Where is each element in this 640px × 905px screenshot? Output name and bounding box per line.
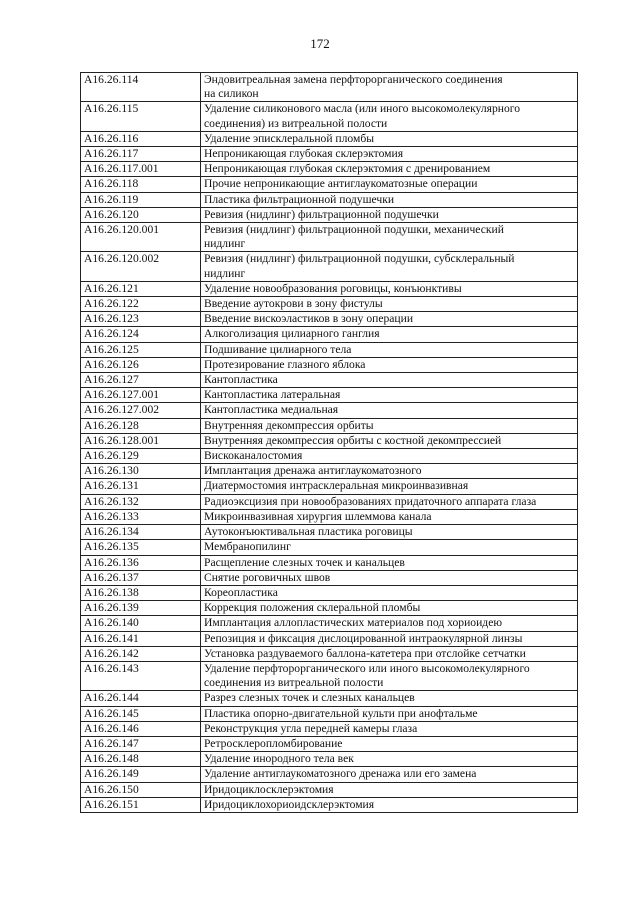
table-row bbox=[81, 570, 578, 585]
table-row bbox=[81, 131, 578, 146]
procedure-code: A16.26.144 bbox=[81, 691, 201, 706]
table-row bbox=[81, 162, 578, 177]
procedure-description bbox=[201, 177, 578, 192]
description-line: Ретросклеропломбирование bbox=[204, 736, 343, 750]
description-line: Пластика опорно-двигательной культи при анофтальме bbox=[204, 706, 478, 720]
table-row bbox=[81, 342, 578, 357]
description-line: Протезирование глазного яблока bbox=[204, 357, 366, 371]
procedure-description bbox=[201, 479, 578, 494]
procedure-code: A16.26.125 bbox=[81, 342, 201, 357]
table-row bbox=[81, 706, 578, 721]
procedure-description bbox=[201, 509, 578, 524]
procedure-code: A16.26.128 bbox=[81, 418, 201, 433]
description-line: Кантопластика медиальная bbox=[204, 403, 339, 417]
procedure-description bbox=[201, 555, 578, 570]
procedure-code: A16.26.124 bbox=[81, 327, 201, 342]
description-line: Имплантация дренажа антиглаукоматозного bbox=[204, 464, 422, 478]
procedure-code: A16.26.146 bbox=[81, 721, 201, 736]
procedure-code: A16.26.150 bbox=[81, 782, 201, 797]
procedure-description bbox=[201, 585, 578, 600]
description-line: Удаление новообразования роговицы, конъюнктивы bbox=[204, 281, 462, 295]
description-line: Кантопластика латеральная bbox=[204, 388, 341, 402]
description-line: соединения) из витреальной полости bbox=[204, 116, 388, 130]
procedure-code: A16.26.116 bbox=[81, 131, 201, 146]
procedure-description bbox=[201, 73, 578, 102]
table-row bbox=[81, 616, 578, 631]
procedure-codes-table bbox=[80, 72, 578, 813]
procedure-code: A16.26.119 bbox=[81, 192, 201, 207]
procedure-description bbox=[201, 797, 578, 812]
procedure-description bbox=[201, 281, 578, 296]
procedure-description bbox=[201, 403, 578, 418]
table-row bbox=[81, 797, 578, 812]
procedure-description bbox=[201, 418, 578, 433]
procedure-code: A16.26.138 bbox=[81, 585, 201, 600]
procedure-code: A16.26.132 bbox=[81, 494, 201, 509]
procedure-description bbox=[201, 162, 578, 177]
description-line: Удаление перфторорганического или иного высокомолекулярного bbox=[204, 661, 530, 675]
procedure-code: A16.26.128.001 bbox=[81, 433, 201, 448]
table-row bbox=[81, 736, 578, 751]
procedure-description bbox=[201, 706, 578, 721]
procedure-description bbox=[201, 131, 578, 146]
table-row bbox=[81, 767, 578, 782]
table-row bbox=[81, 147, 578, 162]
description-line: Ревизия (нидлинг) фильтрационной подушки, механический bbox=[204, 223, 504, 237]
procedure-description bbox=[201, 691, 578, 706]
table-row bbox=[81, 494, 578, 509]
procedure-code: A16.26.143 bbox=[81, 661, 201, 690]
table-row bbox=[81, 782, 578, 797]
procedure-description bbox=[201, 464, 578, 479]
description-line: Иридоциклосклерэктомия bbox=[204, 782, 334, 796]
description-line: Удаление инородного тела век bbox=[204, 752, 354, 766]
table-row bbox=[81, 403, 578, 418]
table-row bbox=[81, 207, 578, 222]
description-line: Ревизия (нидлинг) фильтрационной подушки, субсклеральный bbox=[204, 252, 515, 266]
procedure-code: A16.26.123 bbox=[81, 312, 201, 327]
table-row bbox=[81, 433, 578, 448]
description-line: Кореопластика bbox=[204, 585, 278, 599]
procedure-code: A16.26.114 bbox=[81, 73, 201, 102]
description-line: нидлинг bbox=[204, 237, 246, 251]
procedure-description bbox=[201, 192, 578, 207]
description-line: Иридоциклохориоидсклерэктомия bbox=[204, 797, 375, 811]
table-row bbox=[81, 192, 578, 207]
procedure-description bbox=[201, 252, 578, 281]
description-line: Снятие роговичных швов bbox=[204, 570, 331, 584]
procedure-code: A16.26.133 bbox=[81, 509, 201, 524]
description-line: на силикон bbox=[204, 87, 259, 101]
description-line: Непроникающая глубокая склерэктомия с дренированием bbox=[204, 162, 491, 176]
procedure-code: A16.26.131 bbox=[81, 479, 201, 494]
description-line: Мембранопилинг bbox=[204, 540, 291, 554]
description-line: Аутоконъюктивальная пластика роговицы bbox=[204, 525, 413, 539]
description-line: Имплантация аллопластических материалов под хориоидею bbox=[204, 616, 503, 630]
procedure-description bbox=[201, 297, 578, 312]
table-row bbox=[81, 281, 578, 296]
description-line: Удаление эписклеральной пломбы bbox=[204, 131, 375, 145]
description-line: Эндовитреальная замена перфторорганического соединения bbox=[204, 73, 503, 86]
procedure-code: A16.26.145 bbox=[81, 706, 201, 721]
table-row bbox=[81, 555, 578, 570]
procedure-description bbox=[201, 342, 578, 357]
description-line: Удаление силиконового масла (или иного высокомолекулярного bbox=[204, 102, 521, 116]
procedure-description bbox=[201, 449, 578, 464]
procedure-code: A16.26.120 bbox=[81, 207, 201, 222]
description-line: Диатермостомия интрасклеральная микроинвазивная bbox=[204, 479, 469, 493]
description-line: Реконструкция угла передней камеры глаза bbox=[204, 721, 418, 735]
procedure-code: A16.26.139 bbox=[81, 601, 201, 616]
procedure-description bbox=[201, 570, 578, 585]
procedure-code: A16.26.130 bbox=[81, 464, 201, 479]
description-line: Введение вискоэластиков в зону операции bbox=[204, 312, 414, 326]
procedure-description bbox=[201, 312, 578, 327]
procedure-code: A16.26.115 bbox=[81, 102, 201, 131]
procedure-code: A16.26.134 bbox=[81, 525, 201, 540]
description-line: Вискоканалостомия bbox=[204, 449, 303, 463]
procedure-description bbox=[201, 631, 578, 646]
table-row bbox=[81, 102, 578, 131]
table-row bbox=[81, 464, 578, 479]
procedure-description bbox=[201, 646, 578, 661]
procedure-code: A16.26.148 bbox=[81, 752, 201, 767]
description-line: Ревизия (нидлинг) фильтрационной подушечки bbox=[204, 207, 439, 221]
description-line: соединения из витреальной полости bbox=[204, 676, 384, 690]
description-line: Удаление антиглаукоматозного дренажа или его замена bbox=[204, 767, 477, 781]
table-row bbox=[81, 540, 578, 555]
table-row bbox=[81, 646, 578, 661]
table-row bbox=[81, 252, 578, 281]
table-row bbox=[81, 525, 578, 540]
procedure-description bbox=[201, 540, 578, 555]
table-row bbox=[81, 631, 578, 646]
procedure-code: A16.26.126 bbox=[81, 357, 201, 372]
procedure-code: A16.26.117 bbox=[81, 147, 201, 162]
procedure-code: A16.26.127.001 bbox=[81, 388, 201, 403]
description-line: нидлинг bbox=[204, 266, 246, 280]
procedure-code: A16.26.129 bbox=[81, 449, 201, 464]
table-row bbox=[81, 661, 578, 690]
procedure-description bbox=[201, 616, 578, 631]
procedure-description bbox=[201, 102, 578, 131]
procedure-description bbox=[201, 721, 578, 736]
description-line: Микроинвазивная хирургия шлеммова канала bbox=[204, 509, 432, 523]
procedure-description bbox=[201, 494, 578, 509]
procedure-code: A16.26.142 bbox=[81, 646, 201, 661]
table-row bbox=[81, 479, 578, 494]
table-row bbox=[81, 373, 578, 388]
procedure-code: A16.26.147 bbox=[81, 736, 201, 751]
description-line: Расщепление слезных точек и канальцев bbox=[204, 555, 405, 569]
table-row bbox=[81, 721, 578, 736]
procedure-code: A16.26.127 bbox=[81, 373, 201, 388]
procedure-code: A16.26.149 bbox=[81, 767, 201, 782]
description-line: Установка раздуваемого баллона-катетера при отслойке сетчатки bbox=[204, 646, 526, 660]
procedure-code: A16.26.118 bbox=[81, 177, 201, 192]
description-line: Внутренняя декомпрессия орбиты bbox=[204, 418, 374, 432]
table-row bbox=[81, 223, 578, 252]
procedure-code: A16.26.120.001 bbox=[81, 223, 201, 252]
description-line: Коррекция положения склеральной пломбы bbox=[204, 601, 421, 615]
procedure-code: A16.26.120.002 bbox=[81, 252, 201, 281]
procedure-code: A16.26.117.001 bbox=[81, 162, 201, 177]
procedure-description bbox=[201, 373, 578, 388]
description-line: Радиоэксцизия при новообразованиях придаточного аппарата глаза bbox=[204, 494, 537, 508]
procedure-description bbox=[201, 207, 578, 222]
procedure-code: A16.26.141 bbox=[81, 631, 201, 646]
table-row bbox=[81, 585, 578, 600]
table-row bbox=[81, 73, 578, 102]
procedure-description bbox=[201, 752, 578, 767]
table-row bbox=[81, 357, 578, 372]
procedure-code: A16.26.135 bbox=[81, 540, 201, 555]
description-line: Подшивание цилиарного тела bbox=[204, 342, 352, 356]
procedure-code: A16.26.136 bbox=[81, 555, 201, 570]
description-line: Прочие непроникающие антиглаукоматозные операции bbox=[204, 177, 478, 191]
procedure-code: A16.26.121 bbox=[81, 281, 201, 296]
description-line: Введение аутокрови в зону фистулы bbox=[204, 297, 383, 311]
description-line: Непроникающая глубокая склерэктомия bbox=[204, 147, 404, 161]
procedure-description bbox=[201, 767, 578, 782]
table-row bbox=[81, 297, 578, 312]
procedure-code: A16.26.137 bbox=[81, 570, 201, 585]
table-body bbox=[81, 73, 578, 813]
procedure-description bbox=[201, 357, 578, 372]
table-row bbox=[81, 752, 578, 767]
table-row bbox=[81, 177, 578, 192]
procedure-description bbox=[201, 223, 578, 252]
procedure-description bbox=[201, 736, 578, 751]
page-number: 172 bbox=[310, 36, 330, 51]
procedure-description bbox=[201, 388, 578, 403]
description-line: Внутренняя декомпрессия орбиты с костной декомпрессией bbox=[204, 433, 502, 447]
table-row bbox=[81, 509, 578, 524]
table-row bbox=[81, 327, 578, 342]
table-row bbox=[81, 691, 578, 706]
procedure-description bbox=[201, 525, 578, 540]
table-row bbox=[81, 449, 578, 464]
procedure-code: A16.26.140 bbox=[81, 616, 201, 631]
table-row bbox=[81, 418, 578, 433]
description-line: Репозиция и фиксация дислоцированной интраокулярной линзы bbox=[204, 631, 523, 645]
description-line: Пластика фильтрационной подушечки bbox=[204, 192, 395, 206]
procedure-code: A16.26.151 bbox=[81, 797, 201, 812]
procedure-description bbox=[201, 327, 578, 342]
procedure-description bbox=[201, 433, 578, 448]
procedure-description bbox=[201, 661, 578, 690]
procedure-description bbox=[201, 601, 578, 616]
table-row bbox=[81, 312, 578, 327]
procedure-code: A16.26.122 bbox=[81, 297, 201, 312]
procedure-description bbox=[201, 782, 578, 797]
table-row bbox=[81, 388, 578, 403]
description-line: Кантопластика bbox=[204, 373, 278, 387]
table-row bbox=[81, 601, 578, 616]
description-line: Алкоголизация цилиарного ганглия bbox=[204, 327, 380, 341]
procedure-code: A16.26.127.002 bbox=[81, 403, 201, 418]
description-line: Разрез слезных точек и слезных канальцев bbox=[204, 691, 415, 705]
procedure-description bbox=[201, 147, 578, 162]
